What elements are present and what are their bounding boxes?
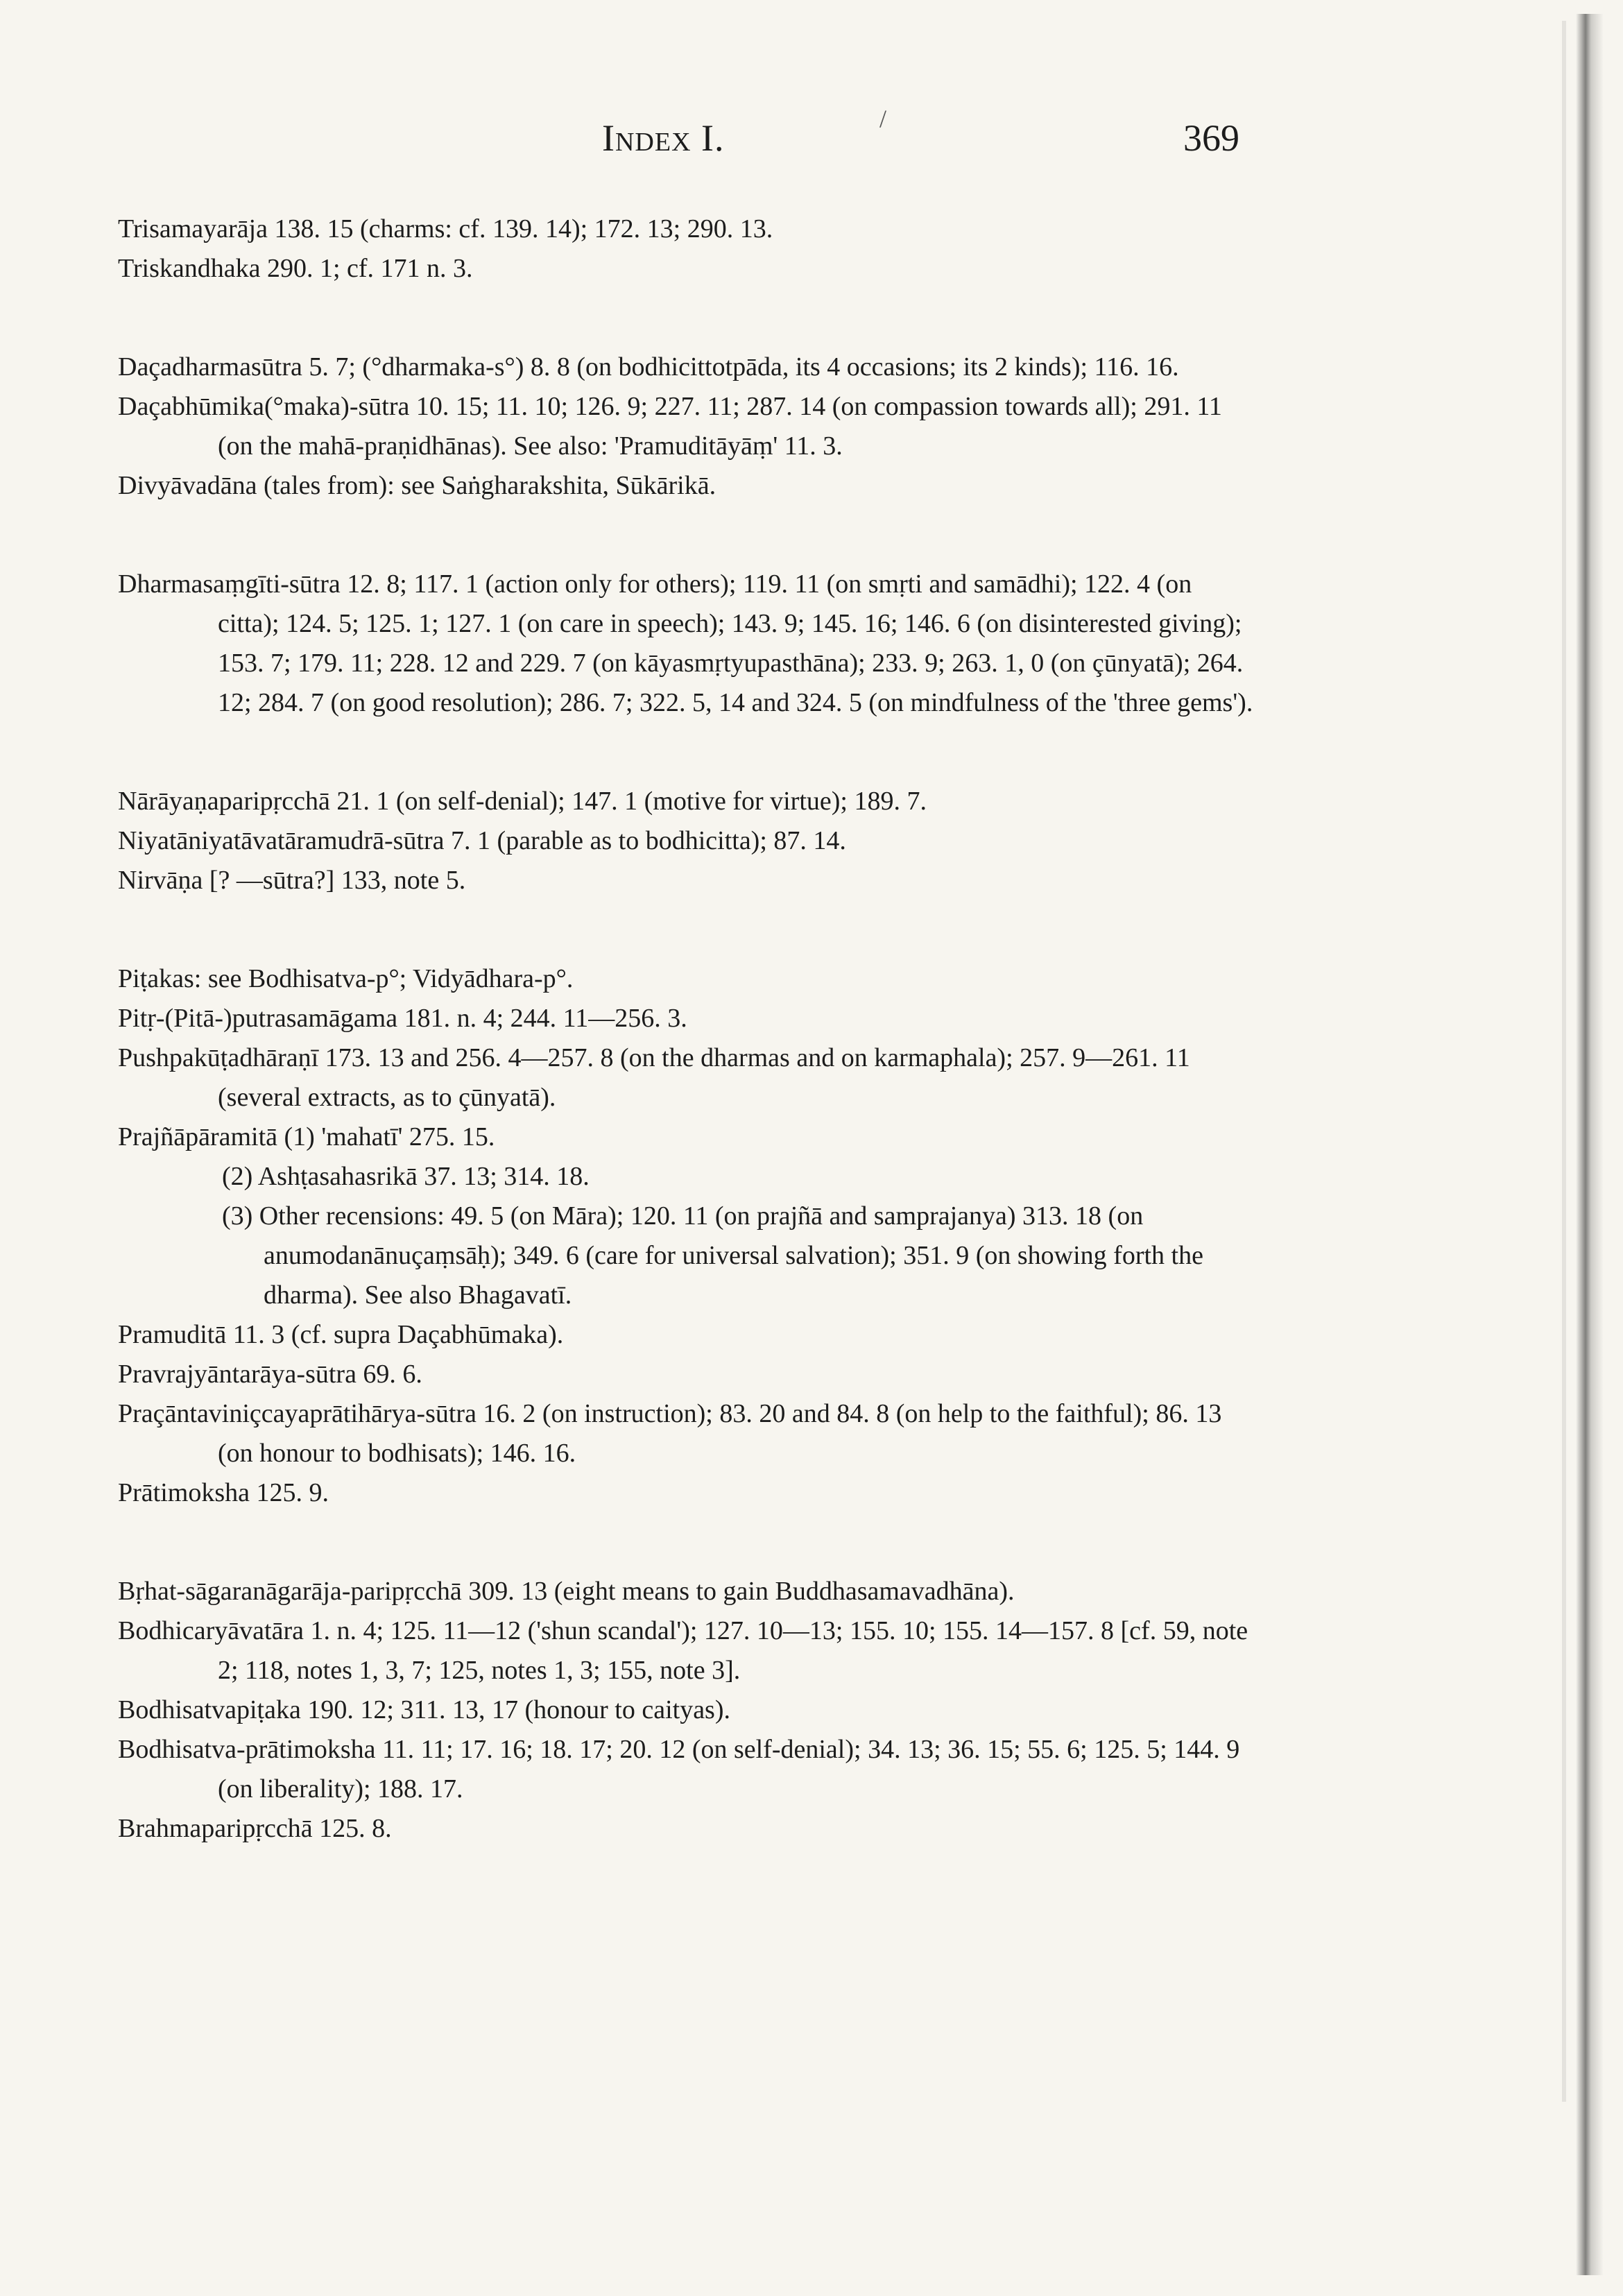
section-gap xyxy=(118,900,1255,959)
page-binding-edge xyxy=(1576,14,1604,2275)
index-entry-dharmasamgiti-sutra: Dharmasaṃgīti-sūtra 12. 8; 117. 1 (action only for others); 119. 11 (on smṛti and samādhi); 122. 4 (on citta); 124. 5; 125. 1; 127. 1 (on care in speech); 143. 9; 145. 16; 146. 6 (on disinterested giving); 153. 7; 179. 11; 228. 12 and 229. 7 (on kāyasmṛtyupasthāna); 233. 9; 263. 1, 0 (on çūnyatā); 264. 12; 284. 7 (on good resolution); 286. 7; 322. 5, 14 and 324. 5 (on mindfulness of the 'three gems'). xyxy=(118,569,1253,717)
page-number: 369 xyxy=(1183,117,1239,159)
index-entry-bodhisatva-pratimoksha: Bodhisatva-prātimoksha 11. 11; 17. 16; 18. 17; 20. 12 (on self-denial); 34. 13; 36. 15; 55. 6; 125. 5; 144. 9 (on liberality); 188. 17. xyxy=(118,1735,1240,1804)
page-shadow xyxy=(1562,21,1566,2102)
index-entry-prajnaparamita: Prajñāpāramitā (1) 'mahatī' 275. 15. xyxy=(118,1122,495,1151)
index-entries xyxy=(118,209,1255,1849)
index-subentry-ashtasahasrika: (2) Ashṭasahasrikā 37. 13; 314. 18. xyxy=(222,1162,590,1191)
pencil-mark: / xyxy=(879,105,887,132)
section-gap xyxy=(118,289,1255,348)
index-entry-trisamayaraja: Trisamayarāja 138. 15 (charms: cf. 139. 14); 172. 13; 290. 13. xyxy=(118,214,773,243)
index-entry-niyataniyatavataramudra: Niyatāniyatāvatāramudrā-sūtra 7. 1 (parable as to bodhicitta); 87. 14. xyxy=(118,826,846,855)
section-gap xyxy=(118,723,1255,782)
index-subentry-other-recensions: (3) Other recensions: 49. 5 (on Māra); 120. 11 (on prajñā and samprajanya) 313. 18 (on anumodanānuçaṃsāḥ); 349. 6 (care for universal salvation); 351. 9 (on showing forth the dharma). See also Bhagavatī. xyxy=(222,1201,1203,1310)
index-entry-pratimoksha: Prātimoksha 125. 9. xyxy=(118,1478,329,1507)
index-entry-pitakas: Piṭakas: see Bodhisatva-p°; Vidyādhara-p°. xyxy=(118,964,574,993)
index-entry-pravrajyantaraya-sutra: Pravrajyāntarāya-sūtra 69. 6. xyxy=(118,1360,422,1389)
index-entry-brahmapariprccha: Brahmaparipṛcchā 125. 8. xyxy=(118,1814,392,1843)
index-entry-pramudita: Pramuditā 11. 3 (cf. supra Daçabhūmaka). xyxy=(118,1320,564,1349)
index-entry-pushpakutadharani: Pushpakūṭadhāraṇī 173. 13 and 256. 4—257. 8 (on the dharmas and on karmaphala); 257. 9—261. 11 (several extracts, as to çūnyatā). xyxy=(118,1043,1190,1112)
index-entry-pracantavinicaya: Praçāntaviniçcayaprātihārya-sūtra 16. 2 (on instruction); 83. 20 and 84. 8 (on help to the faithful); 86. 13 (on honour to bodhisats); 146. 16. xyxy=(118,1399,1222,1468)
index-entry-narayanapariprccha: Nārāyaṇaparipṛcchā 21. 1 (on self-denial); 147. 1 (motive for virtue); 189. 7. xyxy=(118,787,927,816)
index-entry-dacabhumika: Daçabhūmika(°maka)-sūtra 10. 15; 11. 10; 126. 9; 227. 11; 287. 14 (on compassion towards all); 291. 11 (on the mahā-praṇidhānas). See also: 'Pramuditāyāṃ' 11. 3. xyxy=(118,392,1222,461)
index-entry-nirvana: Nirvāṇa [? —sūtra?] 133, note 5. xyxy=(118,866,466,895)
index-entry-bodhisatvapitaka: Bodhisatvapiṭaka 190. 12; 311. 13, 17 (honour to caityas). xyxy=(118,1695,730,1724)
running-header-title: Index I. xyxy=(602,117,725,159)
index-entry-dacadharmasutra: Daçadharmasūtra 5. 7; (°dharmaka-s°) 8. 8 (on bodhicittotpāda, its 4 occasions; its 2 kinds); 116. 16. xyxy=(118,352,1179,382)
index-entry-triskandhaka: Triskandhaka 290. 1; cf. 171 n. 3. xyxy=(118,254,473,283)
index-entry-divyavadana: Divyāvadāna (tales from): see Saṅgharakshita, Sūkārikā. xyxy=(118,471,716,500)
index-entry-brhat-sagaranagaraja: Bṛhat-sāgaranāgarāja-paripṛcchā 309. 13 (eight means to gain Buddhasamavadhāna). xyxy=(118,1577,1015,1606)
section-gap xyxy=(118,1513,1255,1572)
section-gap xyxy=(118,506,1255,565)
index-entry-pitr-putrasamagama: Pitṛ-(Pitā-)putrasamāgama 181. n. 4; 244. 11—256. 3. xyxy=(118,1004,687,1033)
index-entry-bodhicaryavatara: Bodhicaryāvatāra 1. n. 4; 125. 11—12 ('shun scandal'); 127. 10—13; 155. 10; 155. 14—157. 8 [cf. 59, note 2; 118, notes 1, 3, 7; 125, notes 1, 3; 155, note 3]. xyxy=(118,1616,1248,1685)
